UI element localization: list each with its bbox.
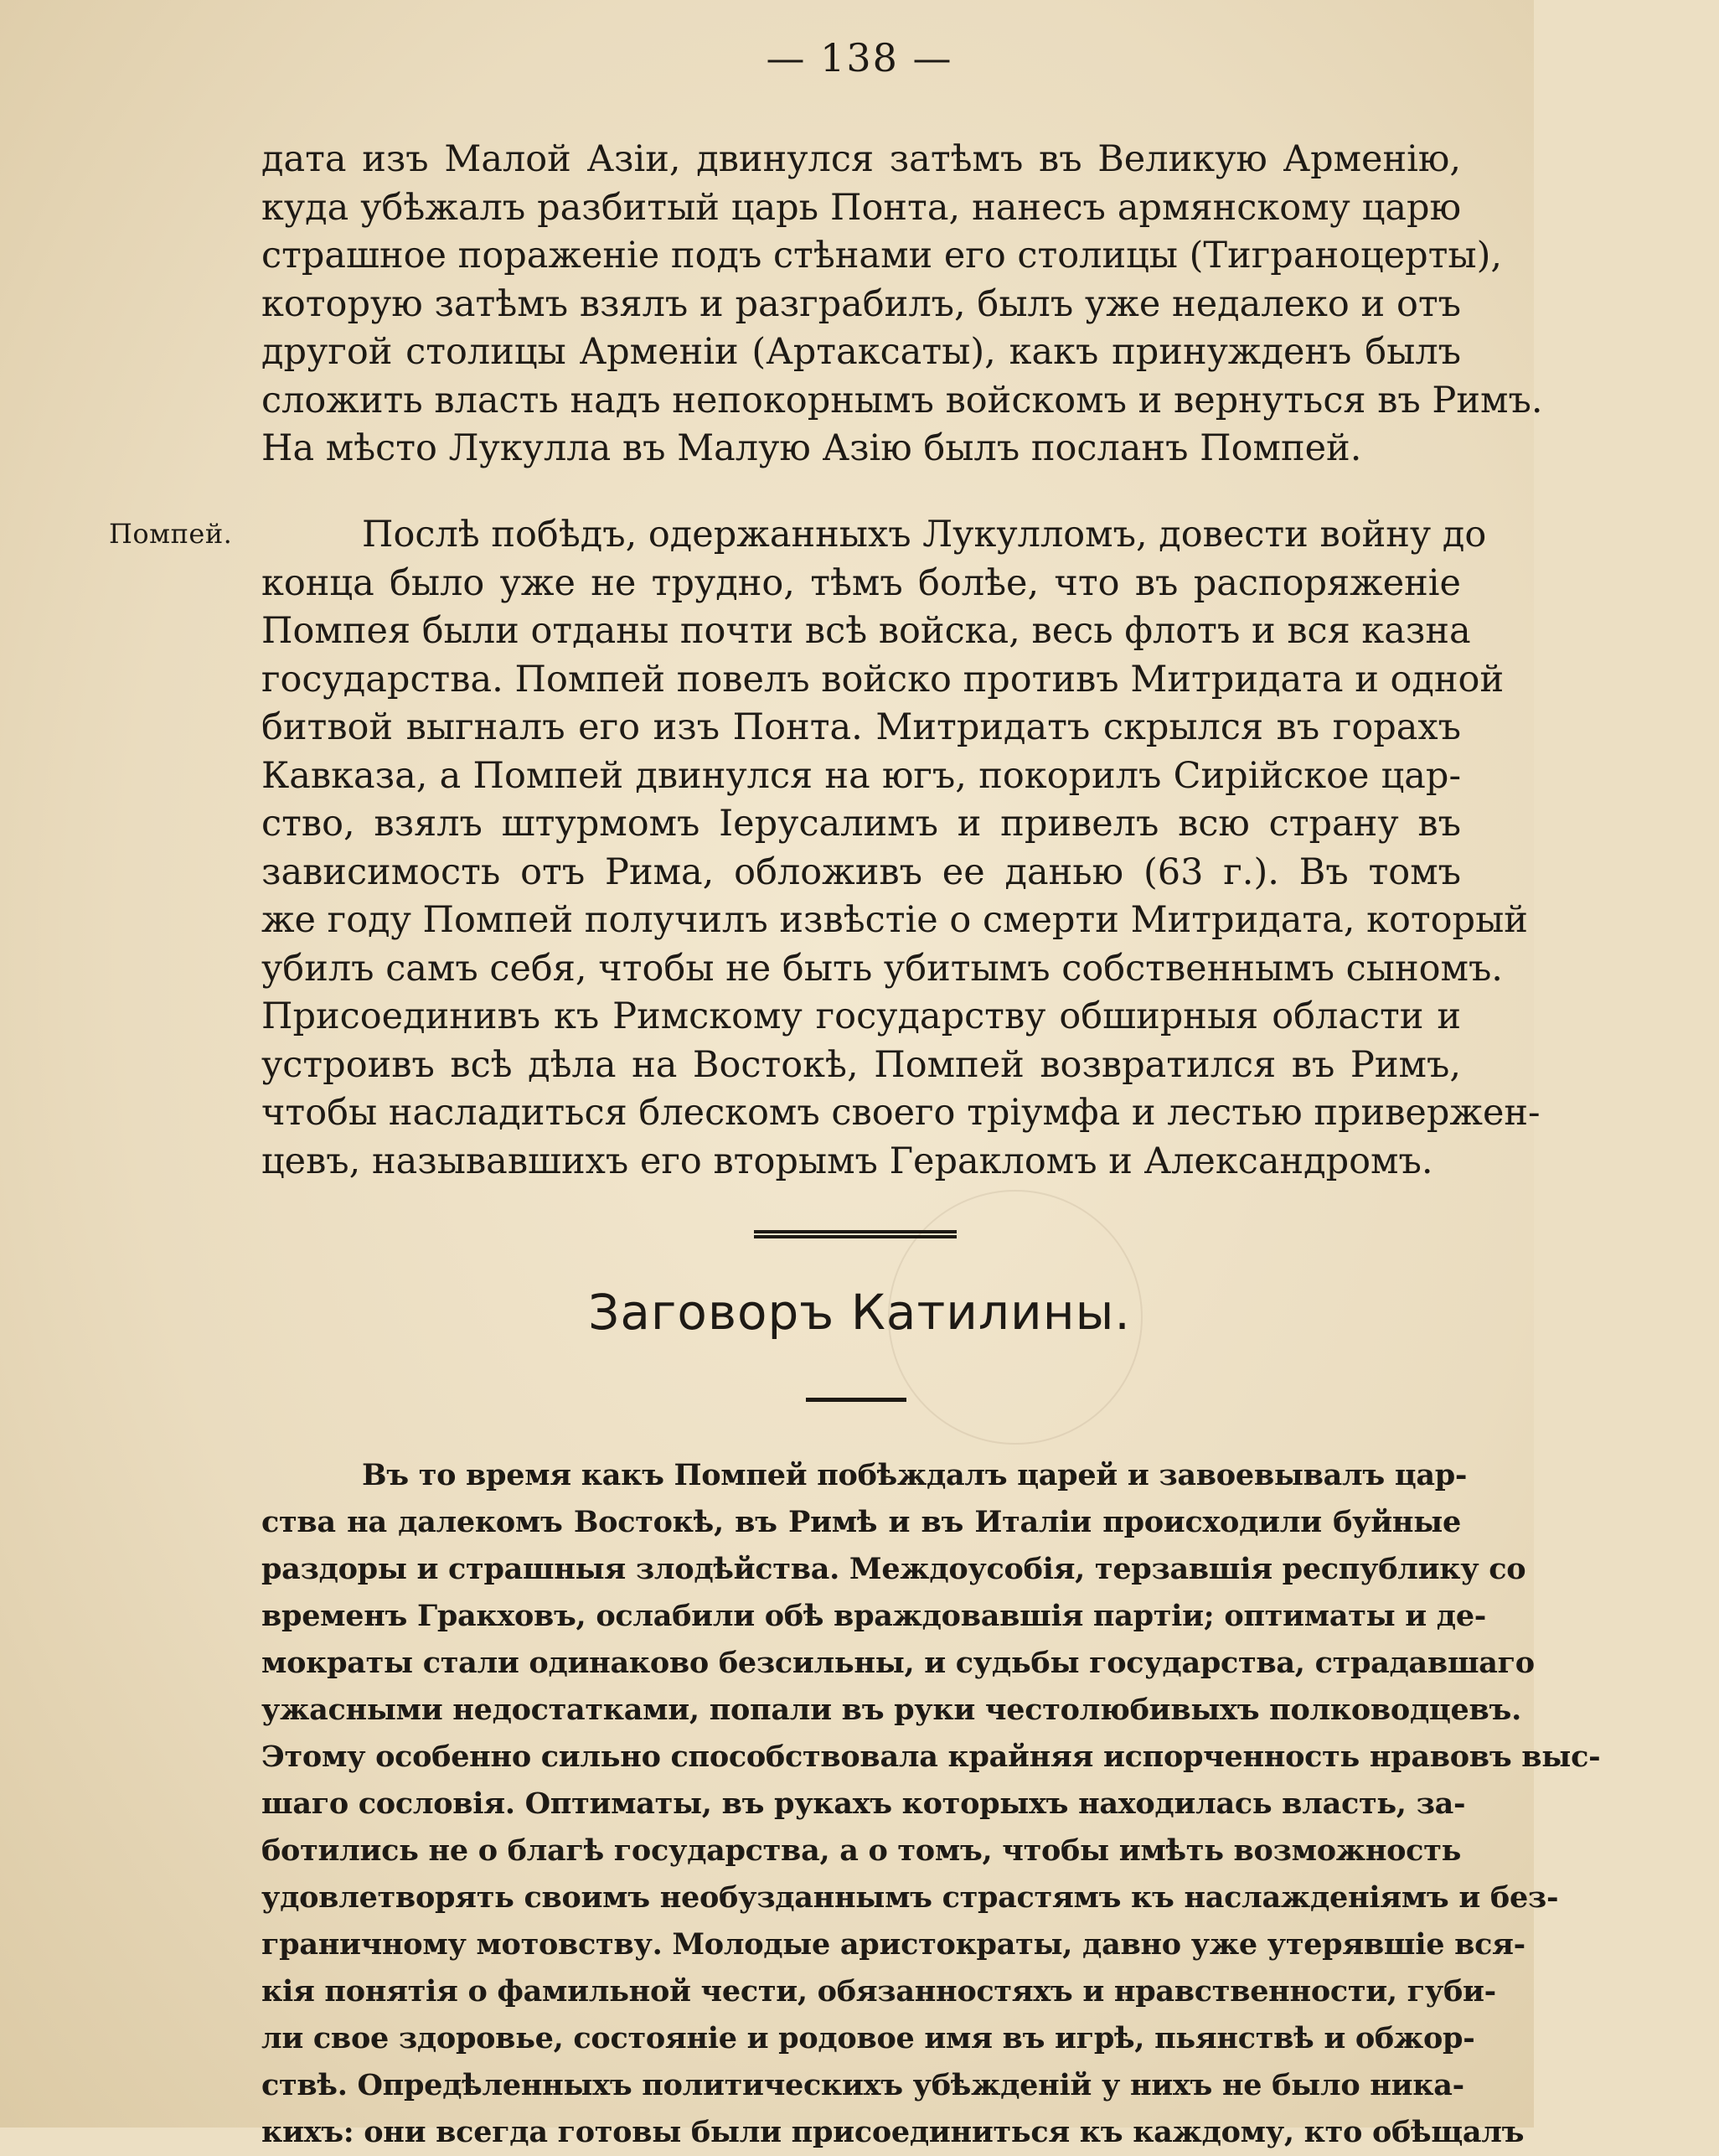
text-line: На мѣсто Лукулла въ Малую Азію былъ посланъ Помпей.	[261, 427, 1362, 469]
text-line: временъ Гракховъ, ослабили обѣ враждовавшія партіи; оптиматы и де-	[261, 1599, 1487, 1633]
text-line: цевъ, называвшихъ его вторымъ Геракломъ и Александромъ.	[261, 1140, 1433, 1182]
section-heading: Заговоръ Катилины.	[588, 1284, 1131, 1341]
text-line: раздоры и страшныя злодѣйства. Междоусобія, терзавшія республику со	[261, 1552, 1526, 1586]
paragraph-3	[261, 1452, 1601, 2156]
text-line: мократы стали одинаково безсильны, и судьбы государства, страдавшаго	[261, 1646, 1535, 1680]
text-line: кія понятія о фамильной чести, обязанностяхъ и нравственности, губи-	[261, 1974, 1496, 2009]
text-line: Помпея были отданы почти всѣ войска, весь флотъ и вся казна	[261, 610, 1471, 652]
text-line: Кавказа, а Помпей двинулся на югъ, покорилъ Сирійское цар-	[261, 754, 1461, 797]
page-number: — 138 —	[766, 35, 953, 80]
text-line: чтобы насладиться блескомъ своего тріумфа и лестью привержен-	[261, 1092, 1541, 1134]
text-line: Послѣ побѣдъ, одержанныхъ Лукулломъ, довести войну до	[362, 514, 1487, 556]
text-line: ли свое здоровье, состояніе и родовое имя въ игрѣ, пьянствѣ и обжор-	[261, 2021, 1475, 2055]
text-line: ствѣ. Опредѣленныхъ политическихъ убѣжденій у нихъ не было ника-	[261, 2068, 1464, 2102]
double-rule-divider	[754, 1230, 957, 1238]
text-line: ство, взялъ штурмомъ Іерусалимъ и привелъ всю страну въ	[261, 803, 1461, 845]
text-line: ужасными недостатками, попали въ руки честолюбивыхъ полководцевъ.	[261, 1693, 1521, 1727]
text-line: устроивъ всѣ дѣла на Востокѣ, Помпей возвратился въ Римъ,	[261, 1043, 1461, 1086]
text-line: сложить власть надъ непокорнымъ войскомъ и вернуться въ Римъ.	[261, 379, 1543, 421]
text-line: битвой выгналъ его изъ Понта. Митридатъ скрылся въ горахъ	[261, 706, 1461, 748]
text-line: удовлетворять своимъ необузданнымъ страстямъ къ наслажденіямъ и без-	[261, 1880, 1559, 1915]
text-line: убилъ самъ себя, чтобы не быть убитымъ собственнымъ сыномъ.	[261, 947, 1503, 990]
text-line: ства на далекомъ Востокѣ, въ Римѣ и въ Италіи происходили буйные	[261, 1505, 1461, 1539]
text-line: конца было уже не трудно, тѣмъ болѣе, что въ распоряженіе	[261, 561, 1461, 604]
text-line: страшное пораженіе подъ стѣнами его столицы (Тиграноцерты),	[261, 235, 1503, 277]
text-line: зависимость отъ Рима, обложивъ ее данью (63 г.). Въ томъ	[261, 851, 1461, 893]
margin-note: Помпей.	[109, 518, 233, 550]
text-line: другой столицы Арменіи (Артаксаты), какъ принужденъ былъ	[261, 331, 1461, 373]
text-line: Въ то время какъ Помпей побѣждалъ царей и завоевывалъ цар-	[362, 1458, 1468, 1492]
paragraph-1	[261, 136, 1543, 473]
text-line: же году Помпей получилъ извѣстіе о смерти Митридата, который	[261, 899, 1528, 941]
text-line: ботились не о благѣ государства, а о томъ, чтобы имѣть возможность	[261, 1833, 1462, 1868]
text-line: Этому особенно сильно способствовала крайняя испорченность нравовъ выс-	[261, 1740, 1601, 1774]
text-line: дата изъ Малой Азіи, двинулся затѣмъ въ Великую Арменію,	[261, 138, 1461, 180]
text-line: которую затѣмъ взялъ и разграбилъ, былъ уже недалеко и отъ	[261, 282, 1461, 325]
text-line: шаго сословія. Оптиматы, въ рукахъ которыхъ находилась власть, за-	[261, 1786, 1466, 1821]
text-line: Присоединивъ къ Римскому государству обширныя области и	[261, 995, 1461, 1037]
text-line: граничному мотовству. Молодые аристократы, давно уже утерявшіе вся-	[261, 1927, 1525, 1962]
text-line: государства. Помпей повелъ войско противъ Митридата и одной	[261, 658, 1505, 701]
text-line: кихъ: они всегда готовы были присоединиться къ каждому, кто обѣщалъ	[261, 2115, 1525, 2149]
text-line: куда убѣжалъ разбитый царь Понта, нанесъ армянскому царю	[261, 186, 1461, 229]
paragraph-2	[261, 511, 1541, 1186]
single-rule-divider	[806, 1398, 906, 1402]
